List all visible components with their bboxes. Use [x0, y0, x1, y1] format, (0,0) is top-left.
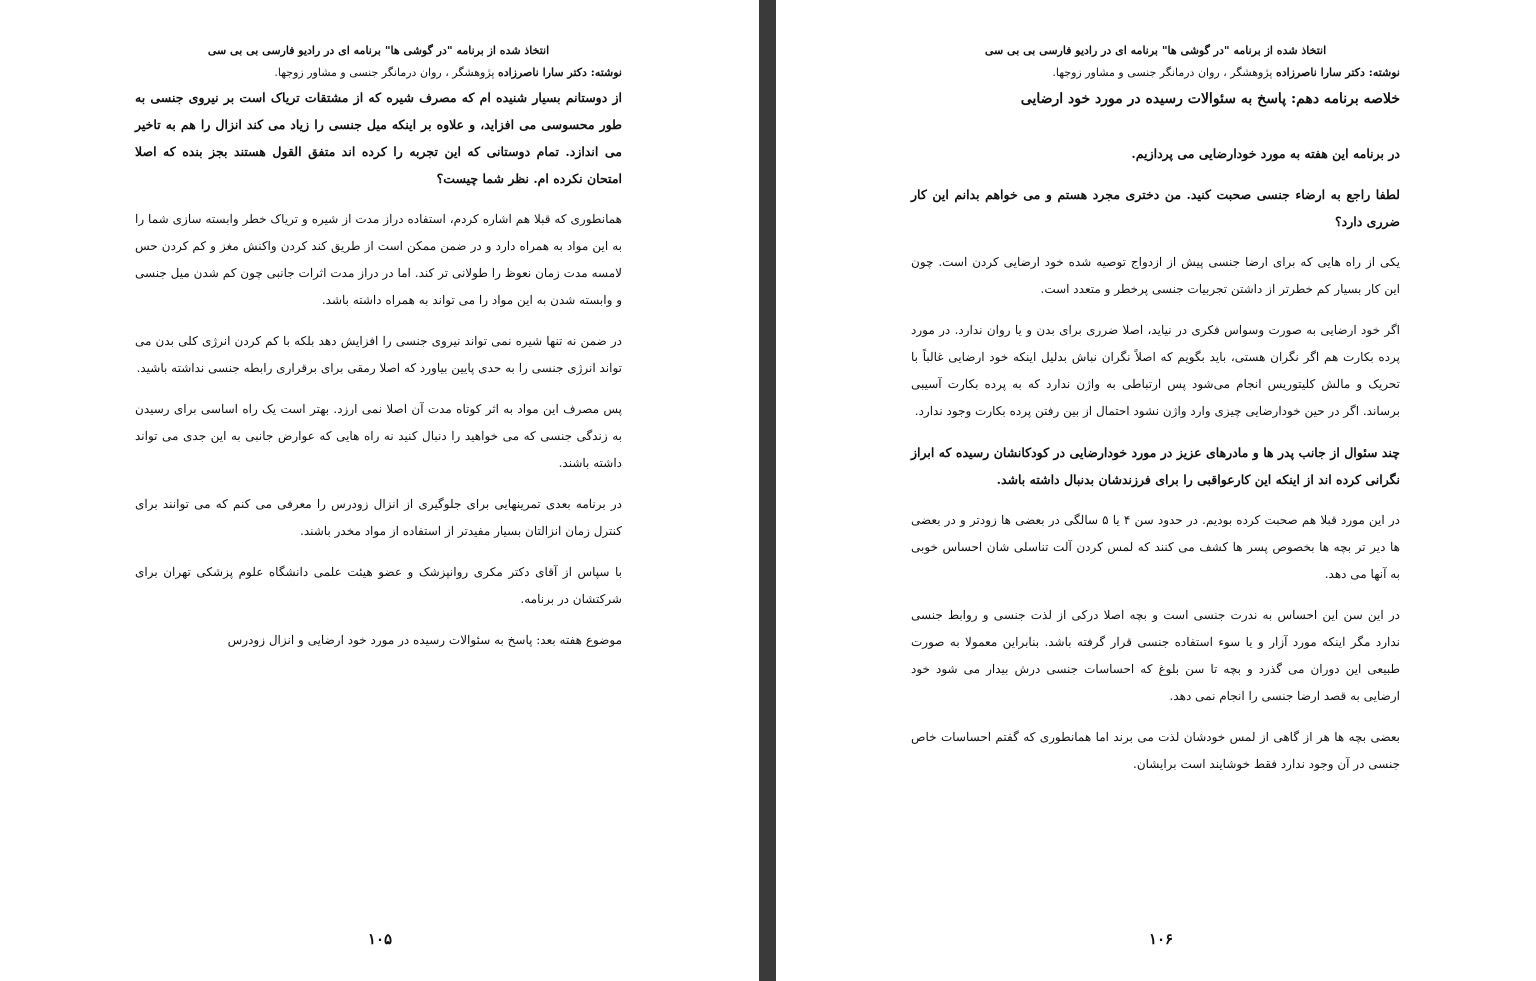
answer-paragraph: پس مصرف این مواد به اثر کوتاه مدت آن اصلا نمی ارزد. بهتر است یک راه اساسی برای رسیدن به زندگی جنسی که می خواهید را دنبال کنید نه راه هایی که عوارض جانبی به این جدی می تواند داشته باشند. — [135, 402, 623, 470]
acknowledgement-paragraph: با سپاس از آقای دکتر مکری روانپزشک و عضو هیئت علمی دانشگاه علوم پزشکی تهران برای شرکتشان در برنامه. — [135, 565, 622, 606]
page-gutter — [759, 0, 776, 981]
answer-paragraph: اگر خود ارضایی به صورت وسواس فکری در نیاید، اصلا ضرری برای بدن و یا روان ندارد. در مورد پرده بکارت هم اگر نگران هستی، باید بگویم که اصلاً نگران نباش بدلیل اینکه خود ارضایی غالباً با تحریک و مالش کلیتوریس انجام می‌شود پس ارتباطی به واژن ندارد که به پرده بکارت آسیبی برساند. اگر در حین خودارضایی چیزی وارد واژن نشود احتمال از بین رفتن پرده بکارت وجود ندارد. — [911, 323, 1400, 418]
left-page — [0, 0, 759, 981]
answer-paragraph: بعضی بچه ها هر از گاهی از لمس خودشان لذت می برند اما همانطوری که گفتم احساسات خاص جنسی در آن وجود ندارد فقط خوشایند است برایشان. — [911, 730, 1400, 771]
left-page-content — [135, 40, 622, 654]
question-text: از دوستانم بسیار شنیده ام که مصرف شیره که از مشتقات تریاک است بر نیروی جنسی به طور محسوسی می افزاید، و علاوه بر اینکه میل جنسی را زیاد می کند انزال را هم به تاخیر می اندازد. تمام دوستانی که این تجربه را کرده اند متفق القول هستند بجز بنده که اصلا امتحان نکرده ام. نظر شما چیست؟ — [135, 90, 622, 186]
intro-line: در برنامه این هفته به مورد خودارضایی می پردازیم. — [1131, 146, 1400, 161]
header-author — [135, 62, 622, 84]
right-page-content — [911, 40, 1400, 778]
page-number: ۱۰۵ — [367, 930, 393, 948]
author-name: نوشته: دکتر سارا ناصرزاده — [497, 66, 622, 79]
right-page — [776, 0, 1536, 981]
header-author — [911, 62, 1400, 84]
section-title: خلاصه برنامه دهم: پاسخ به سئوالات رسیده در مورد خود ارضایی — [1020, 91, 1400, 107]
answer-paragraph: در ضمن نه تنها شیره نمی تواند نیروی جنسی را افزایش دهد بلکه با کم کردن انرژی کلی بدن می تواند انرژی جنسی را به حدی پایین بیاورد که اصلا رمقی برای برقراری رابطه جنسی نداشته باشید. — [135, 334, 622, 375]
header-source: انتخاذ شده از برنامه "در گوشی ها" برنامه ای در رادیو فارسی بی بی سی — [984, 44, 1327, 57]
author-description: پژوهشگر ، روان درمانگر جنسی و مشاور زوجها. — [274, 66, 498, 79]
answer-paragraph: همانطوری که قبلا هم اشاره کردم، استفاده دراز مدت از شیره و تریاک خطر وابسته سازی شما را به این مواد به همراه دارد و در ضمن ممکن است از طریق کند کردن واکنش مغز و کم کردن حس لامسه مدت زمان نعوظ را طولانی تر کند. اما در دراز مدت اثرات جانبی چون کم شدن میل جنسی و وابسته شدن به این مواد را می تواند به همراه داشته باشد. — [135, 212, 623, 307]
answer-paragraph: در برنامه بعدی تمرینهایی برای جلوگیری از انزال زودرس را معرفی می کنم که می توانند برای کنترل زمان انزالتان بسیار مفیدتر از استفاده از مواد مخدر باشند. — [135, 497, 622, 538]
next-week-topic: موضوع هفته بعد: پاسخ به سئوالات رسیده در مورد خود ارضایی و انزال زودرس — [227, 633, 622, 647]
author-name: نوشته: دکتر سارا ناصرزاده — [1275, 66, 1400, 79]
author-description: پژوهشگر ، روان درمانگر جنسی و مشاور زوجها. — [1052, 66, 1276, 79]
page-number: ۱۰۶ — [1148, 930, 1174, 948]
answer-paragraph: یکی از راه هایی که برای ارضا جنسی پیش از ازدواج توصیه شده خود ارضایی کردن است. چون این کار بسیار کم خطرتر از داشتن تجربیات جنسی پرخطر و متعدد است. — [911, 255, 1400, 296]
header-source: انتخاذ شده از برنامه "در گوشی ها" برنامه ای در رادیو فارسی بی بی سی — [207, 44, 550, 57]
question-text: چند سئوال از جانب پدر ها و مادرهای عزیز در مورد خودارضایی در کودکانشان رسیده که ابراز نگرانی کرده اند از اینکه این کارعواقبی را برای فرزندشان بدنبال داشته باشد. — [911, 445, 1400, 487]
answer-paragraph: در این سن این احساس به ندرت جنسی است و بچه اصلا درکی از لذت جنسی و روابط جنسی ندارد مگر اینکه مورد آزار و یا سوء استفاده جنسی قرار گرفته باشد. بنابراین معمولا به صورت طبیعی این دوران می گذرد و بچه تا سن بلوغ که احساسات جنسی درش بیدار می شود خود ارضایی به قصد ارضا جنسی را انجام نمی دهد. — [911, 608, 1400, 703]
question-text: لطفا راجع به ارضاء جنسی صحبت کنید. من دختری مجرد هستم و می خواهم بدانم این کار ضرری دارد؟ — [911, 187, 1400, 229]
answer-paragraph: در این مورد قبلا هم صحبت کرده بودیم. در حدود سن ۴ یا ۵ سالگی در بعضی ها زودتر و در بعضی ها دیر تر بچه ها بخصوص پسر ها کشف می کنند که لمس کردن آلت تناسلی شان احساس خوبی به آنها می دهد. — [911, 513, 1401, 581]
